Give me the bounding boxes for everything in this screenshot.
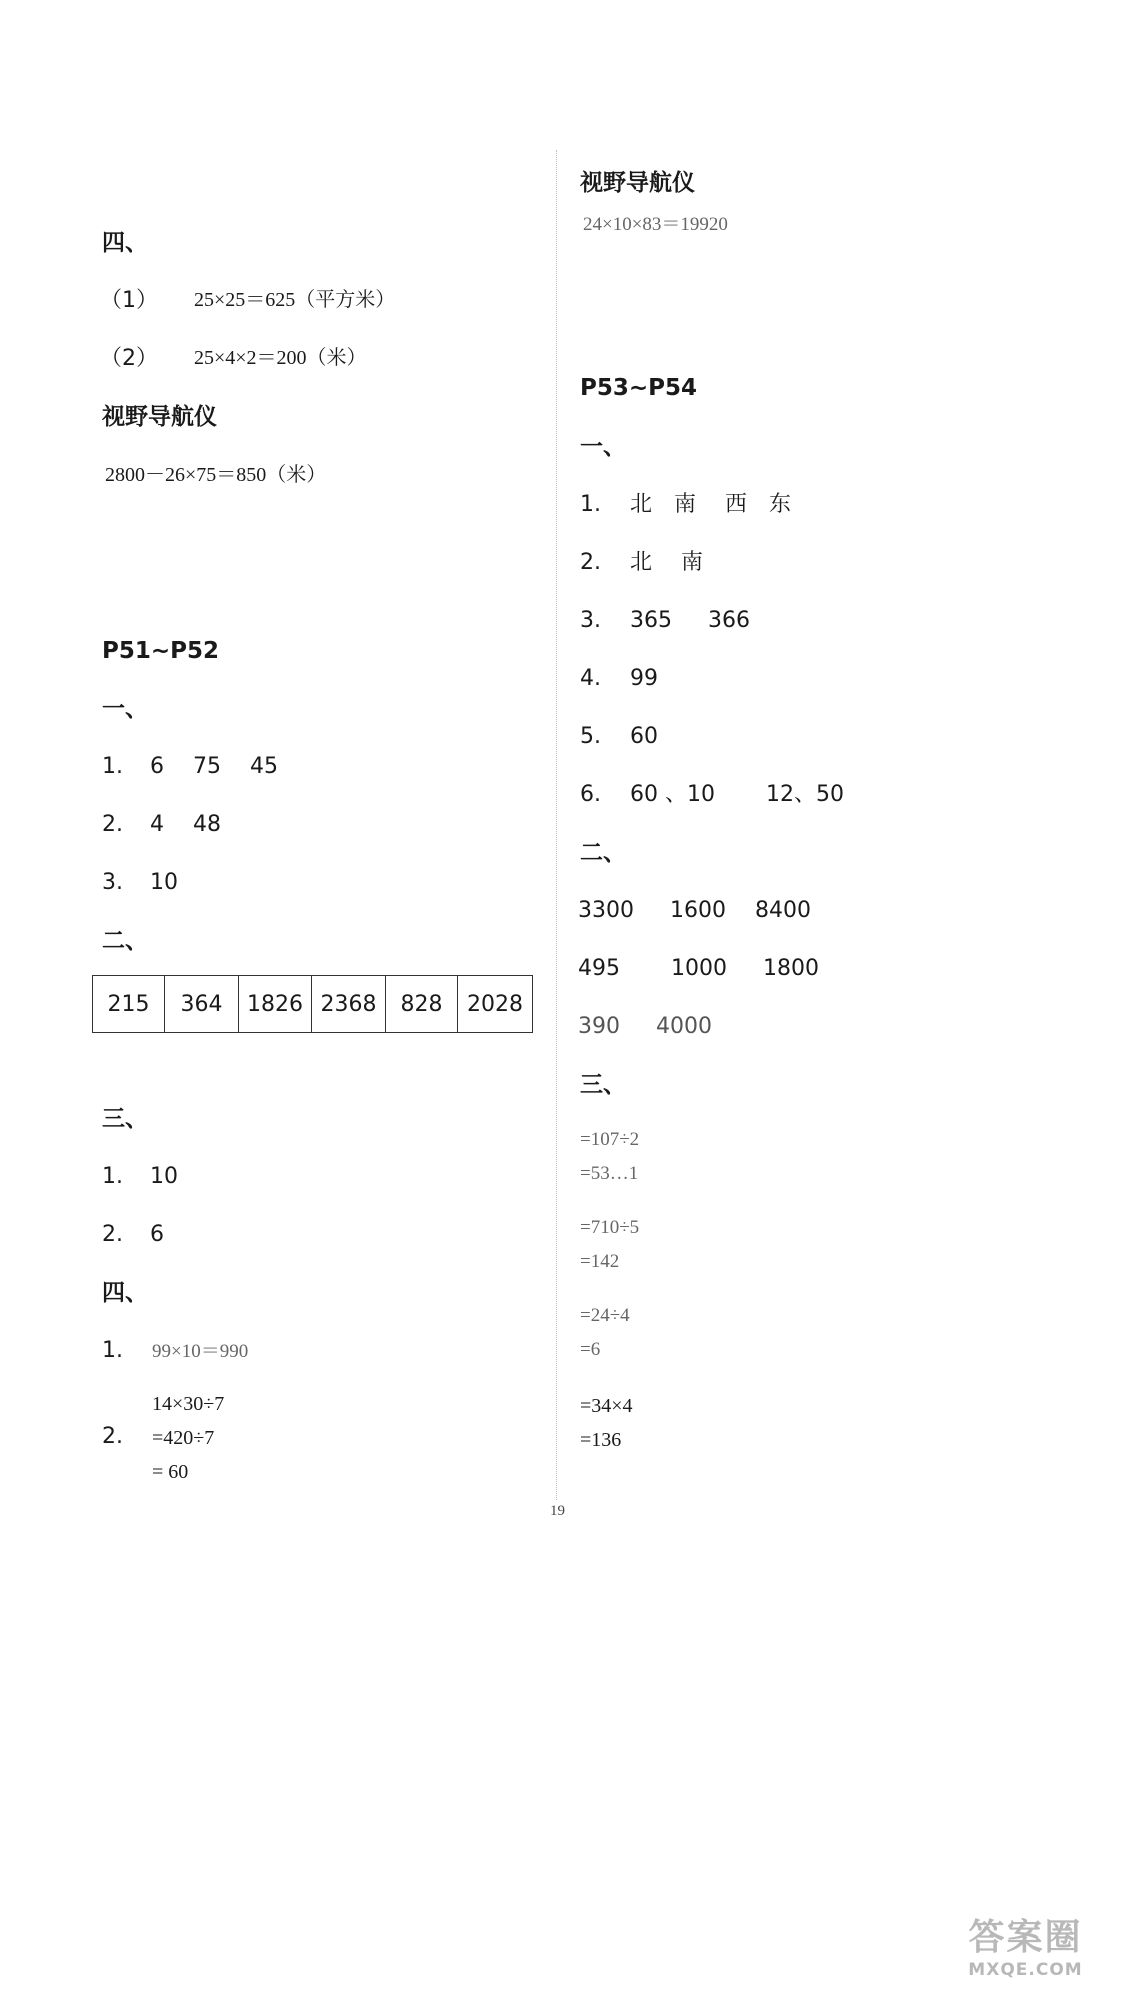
- section-four-heading: 四、: [102, 230, 148, 256]
- item-answer: 10: [150, 1164, 178, 1189]
- calc-line: =710÷5: [580, 1217, 640, 1238]
- item-number: 2.: [580, 550, 601, 575]
- calc-line: =142: [580, 1251, 620, 1272]
- section-three-heading: 三、: [102, 1106, 148, 1132]
- item-number: 1.: [580, 492, 601, 517]
- item-answer: 99: [630, 666, 658, 691]
- item-number: 4.: [580, 666, 601, 691]
- answer-table: [92, 975, 533, 1033]
- item-answer: 6: [150, 1222, 164, 1247]
- item-answer: 60: [630, 724, 658, 749]
- calc-line: = 60: [152, 1461, 189, 1483]
- page-range-title: P53~P54: [580, 375, 697, 401]
- table-cell: 2028: [458, 976, 533, 1033]
- nav-section-title: 视野导航仪: [580, 170, 695, 196]
- item-answer: 6 75 45: [150, 754, 278, 779]
- item-number: 1.: [102, 1164, 123, 1189]
- site-watermark: [948, 1909, 1103, 1980]
- item-number: 1.: [102, 754, 123, 779]
- section-one-heading: 一、: [102, 696, 148, 722]
- calc-expression: 24×10×83＝19920: [583, 214, 728, 235]
- calc-line: =420÷7: [152, 1427, 215, 1449]
- item-answer: 60 、10 12、50: [630, 782, 844, 807]
- list-item-label: （2）: [100, 346, 158, 371]
- calc-expression: 25×25＝625（平方米）: [194, 289, 396, 311]
- item-answer: 北 南 西 东: [630, 492, 791, 517]
- calc-line: =24÷4: [580, 1305, 630, 1326]
- table-cell: 2368: [312, 976, 386, 1033]
- watermark-logo-icon: 答案圈: [968, 1917, 1083, 1958]
- calc-expression: 99×10＝990: [152, 1341, 249, 1362]
- item-number: 2.: [102, 1424, 123, 1449]
- table-cell: 364: [165, 976, 239, 1033]
- item-answer: 北 南: [630, 550, 703, 575]
- answer-row: 3300 1600 8400: [578, 898, 811, 923]
- item-answer: 4 48: [150, 812, 221, 837]
- nav-section-title: 视野导航仪: [102, 404, 217, 430]
- section-one-heading: 一、: [580, 434, 626, 460]
- table-cell: 215: [93, 976, 165, 1033]
- section-three-heading: 三、: [580, 1072, 626, 1098]
- calc-line: =53…1: [580, 1163, 639, 1184]
- table-row: [93, 976, 533, 1033]
- calc-expression: 2800－26×75＝850（米）: [105, 464, 327, 486]
- section-two-heading: 二、: [580, 840, 626, 866]
- calc-line: =6: [580, 1339, 601, 1360]
- item-answer: 10: [150, 870, 178, 895]
- page-range-title: P51~P52: [102, 638, 219, 664]
- item-number: 5.: [580, 724, 601, 749]
- answer-row: 390 4000: [578, 1014, 712, 1039]
- item-number: 2.: [102, 812, 123, 837]
- calc-line: 14×30÷7: [152, 1393, 225, 1415]
- item-number: 2.: [102, 1222, 123, 1247]
- calc-line: =34×4: [580, 1395, 633, 1417]
- answer-row: 495 1000 1800: [578, 956, 819, 981]
- page-number: 19: [550, 1503, 565, 1519]
- column-divider: [556, 150, 557, 1500]
- section-four-heading: 四、: [102, 1280, 148, 1306]
- item-number: 3.: [580, 608, 601, 633]
- item-number: 3.: [102, 870, 123, 895]
- table-cell: 828: [386, 976, 458, 1033]
- watermark-site: MXQE.COM: [968, 1960, 1083, 1980]
- calc-line: =107÷2: [580, 1129, 640, 1150]
- item-number: 1.: [102, 1338, 123, 1363]
- item-answer: 365 366: [630, 608, 750, 633]
- calc-expression: 25×4×2＝200（米）: [194, 347, 367, 369]
- list-item-label: （1）: [100, 288, 158, 313]
- table-cell: 1826: [239, 976, 312, 1033]
- item-number: 6.: [580, 782, 601, 807]
- calc-line: =136: [580, 1429, 622, 1451]
- section-two-heading: 二、: [102, 928, 148, 954]
